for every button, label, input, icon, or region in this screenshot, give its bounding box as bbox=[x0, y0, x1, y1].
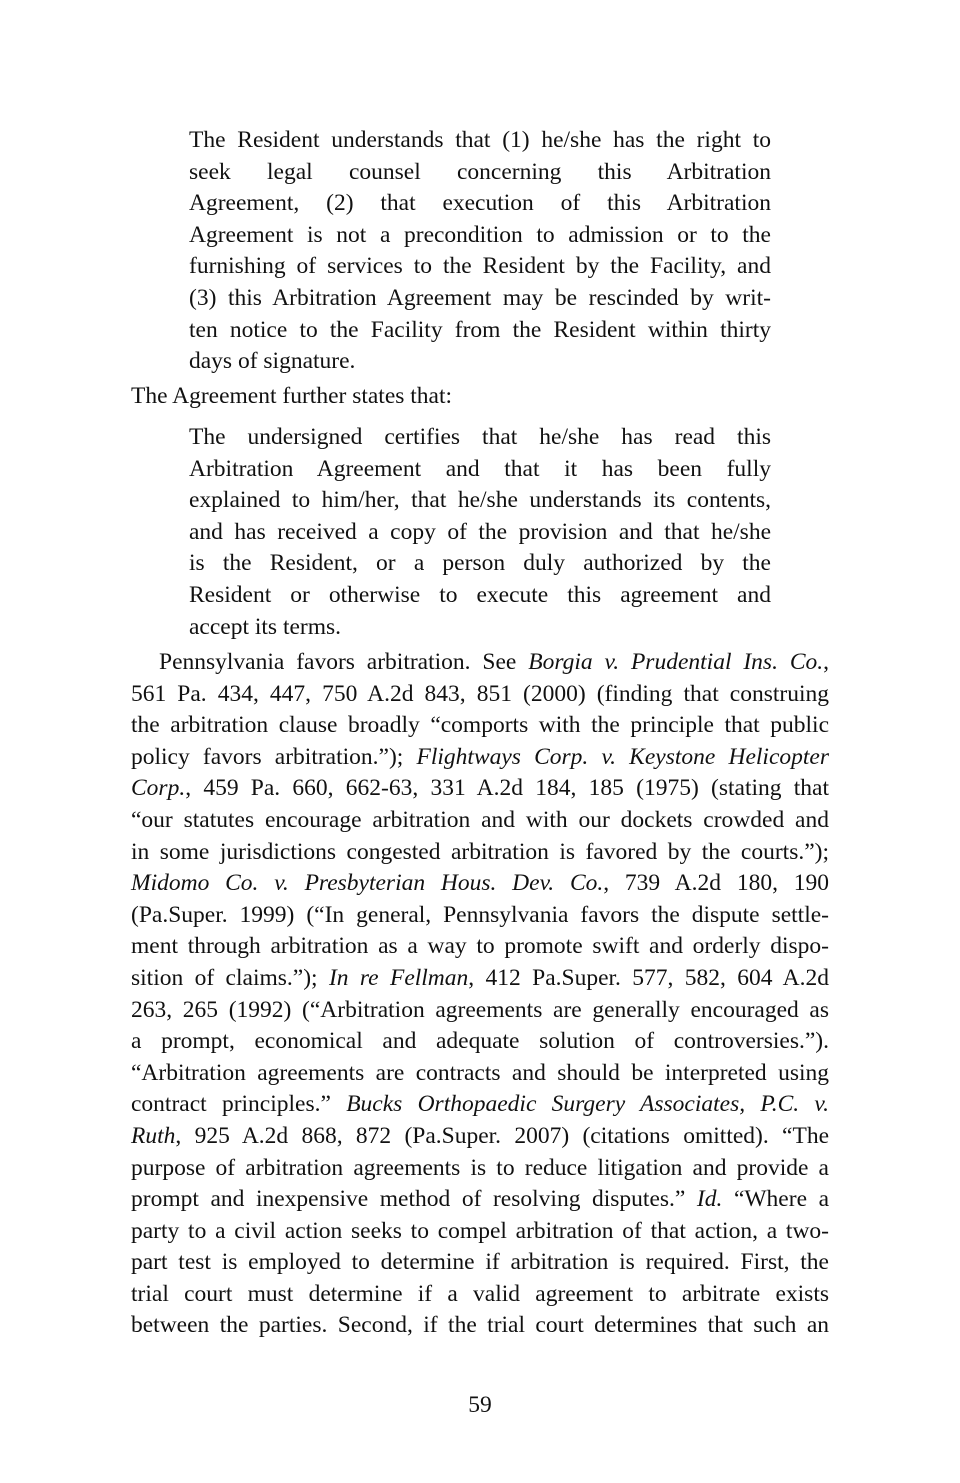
case-citation: Midomo Co. v. Presbyterian Hous. Dev. Co. bbox=[131, 870, 604, 897]
text-line: between the parties. Second, if the trial court determines that such an bbox=[131, 1312, 829, 1339]
text-line: Midomo Co. v. Presbyterian Hous. Dev. Co., 739 A.2d 180, 190 bbox=[131, 870, 829, 897]
text-line: explained to him/her, that he/she understands its contents, bbox=[189, 487, 771, 514]
text-line: ten notice to the Facility from the Resident within thirty bbox=[189, 316, 771, 343]
block-quote-undersigned-certifies bbox=[189, 422, 771, 643]
case-citation: Flightways Corp. v. Keystone Helicopter bbox=[416, 743, 829, 770]
text-line: Arbitration Agreement and that it has been fully bbox=[189, 455, 771, 482]
text-line: in some jurisdictions congested arbitration is favored by the courts.”); bbox=[131, 838, 829, 865]
case-citation: In re Fellman bbox=[328, 964, 469, 991]
text-line: days of signature. bbox=[189, 348, 356, 375]
text-line: part test is employed to determine if arbitration is required. First, the bbox=[131, 1249, 829, 1276]
text-line: trial court must determine if a valid agreement to arbitrate exists bbox=[131, 1280, 829, 1307]
text-line: accept its terms. bbox=[189, 613, 342, 640]
text-line: ment through arbitration as a way to promote swift and orderly dispo- bbox=[131, 933, 829, 960]
text-line: and has received a copy of the provision and that he/she bbox=[189, 518, 771, 545]
text-line: prompt and inexpensive method of resolving disputes.” Id. “Where a bbox=[131, 1186, 829, 1213]
text-line: “Arbitration agreements are contracts and should be interpreted using bbox=[131, 1059, 829, 1086]
text-line: “our statutes encourage arbitration and with our dockets crowded and bbox=[131, 806, 829, 833]
text-line: The undersigned certifies that he/she has read this bbox=[189, 424, 771, 450]
text-line: Resident or otherwise to execute this agreement and bbox=[189, 581, 771, 608]
text-line: Ruth, 925 A.2d 868, 872 (Pa.Super. 2007) (citations omitted). “The bbox=[131, 1122, 829, 1149]
case-citation: Ruth bbox=[131, 1122, 176, 1149]
text-line: 561 Pa. 434, 447, 750 A.2d 843, 851 (2000) (finding that construing bbox=[131, 680, 829, 707]
text-line: sition of claims.”); In re Fellman, 412 Pa.Super. 577, 582, 604 A.2d bbox=[131, 964, 829, 991]
text-line: contract principles.” Bucks Orthopaedic Surgery Associates, P.C. v. bbox=[131, 1091, 829, 1118]
text-line: a prompt, economical and adequate solution of controversies.”). bbox=[131, 1028, 829, 1055]
case-citation: Id. bbox=[696, 1186, 723, 1213]
body-paragraph-arbitration bbox=[131, 647, 829, 1342]
page-number: 59 bbox=[468, 1392, 492, 1418]
text-line: The Resident understands that (1) he/she has the right to bbox=[189, 127, 771, 153]
text-line: furnishing of services to the Resident by the Facility, and bbox=[189, 253, 771, 280]
case-citation: Bucks Orthopaedic Surgery Associates, P.C. v. bbox=[346, 1091, 829, 1118]
text-line: is the Resident, or a person duly authorized by the bbox=[189, 550, 771, 577]
text-line: (Pa.Super. 1999) (“In general, Pennsylvania favors the dispute settle- bbox=[131, 901, 829, 928]
text-line: seek legal counsel concerning this Arbitration bbox=[189, 158, 771, 185]
text-line: 263, 265 (1992) (“Arbitration agreements are generally encouraged as bbox=[131, 996, 829, 1023]
case-citation: Borgia v. Prudential Ins. Co. bbox=[528, 649, 824, 675]
lead-in-sentence bbox=[131, 381, 829, 413]
text-line: purpose of arbitration agreements is to reduce litigation and provide a bbox=[131, 1154, 829, 1181]
text-line: Corp., 459 Pa. 660, 662-63, 331 A.2d 184, 185 (1975) (stating that bbox=[131, 775, 829, 802]
text-line: Agreement is not a precondition to admission or to the bbox=[189, 221, 771, 248]
text-line: party to a civil action seeks to compel arbitration of that action, a two- bbox=[131, 1217, 829, 1244]
text-line: Pennsylvania favors arbitration. See Borgia v. Prudential Ins. Co., bbox=[159, 649, 829, 675]
block-quote-resident-understands bbox=[189, 125, 771, 378]
text-line: The Agreement further states that: bbox=[131, 383, 453, 409]
text-line: Agreement, (2) that execution of this Arbitration bbox=[189, 190, 771, 217]
text-line: (3) this Arbitration Agreement may be rescinded by writ- bbox=[189, 284, 771, 311]
text-line: policy favors arbitration.”); Flightways Corp. v. Keystone Helicopter bbox=[131, 743, 829, 770]
case-citation: Corp. bbox=[131, 775, 186, 802]
text-line: the arbitration clause broadly “comports with the principle that public bbox=[131, 712, 829, 739]
